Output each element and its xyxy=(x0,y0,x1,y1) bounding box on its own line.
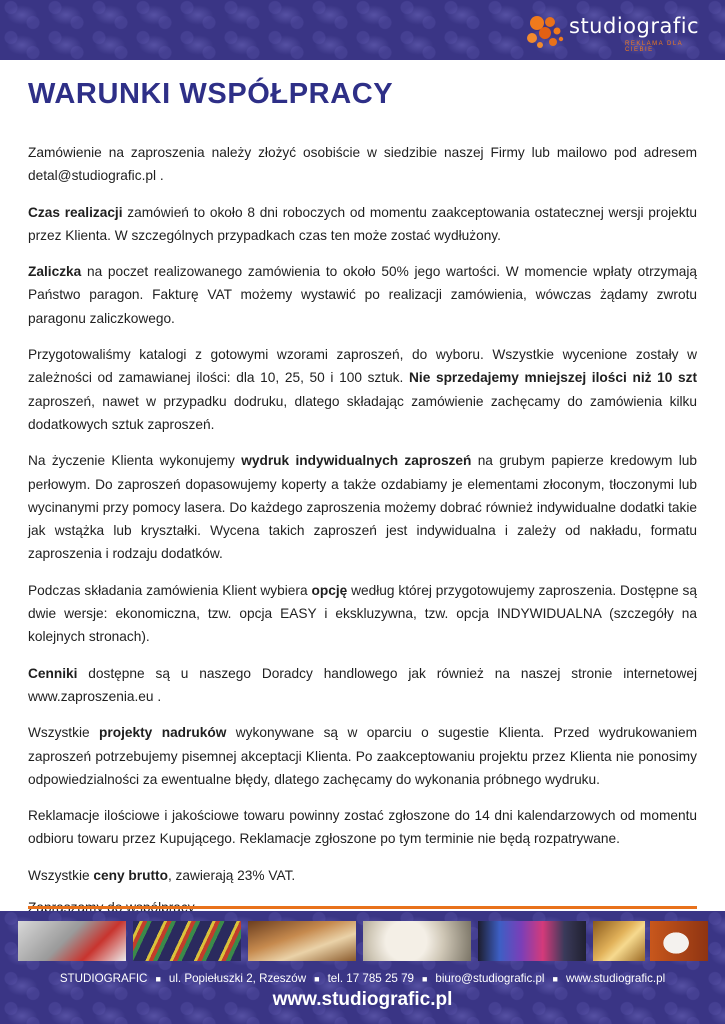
separator-icon: ■ xyxy=(421,974,428,984)
phone-text: tel. 17 785 25 79 xyxy=(327,972,414,985)
footer-divider xyxy=(28,906,697,909)
separator-icon: ■ xyxy=(155,974,161,984)
printed-sheets-photo xyxy=(18,921,126,961)
logo-wordmark: studiografic xyxy=(569,14,700,38)
address-text: ul. Popiełuszki 2, Rzeszów xyxy=(168,972,307,985)
email-link[interactable]: biuro@studiografic.pl xyxy=(435,972,545,985)
photo-strip xyxy=(18,921,708,961)
orange-dots-logo-icon xyxy=(523,13,567,51)
page-footer xyxy=(0,911,725,1024)
separator-icon: ■ xyxy=(552,974,558,984)
studiografic-logo[interactable] xyxy=(523,13,703,51)
gold-ribbon-photo xyxy=(593,921,645,961)
paragraph-prices-gross: Wszystkie ceny brutto, zawierają 23% VAT. xyxy=(28,867,296,883)
coffee-mug-photo xyxy=(650,921,708,961)
company-name: STUDIOGRAFIC xyxy=(59,972,148,985)
pens-pencils-photo xyxy=(133,921,241,961)
web-link[interactable]: www.studiografic.pl xyxy=(565,972,666,985)
document-body xyxy=(28,141,697,932)
page-title: WARUNKI WSPÓŁPRACY xyxy=(28,78,394,110)
website-link[interactable]: www.studiografic.pl xyxy=(272,989,453,1010)
paragraph-price-lists: Cenniki dostępne są u naszego Doradcy handlowego jak również na naszej stronie internetowej www.zaproszenia.eu . xyxy=(28,665,697,704)
paragraph-individual-print: Na życzenie Klienta wykonujemy wydruk indywidualnych zaproszeń na grubym papierze kredowym lub perłowym. Do zaproszeń dopasowujemy koperty a także ozdabiamy je elementami złoconym, tłoczonymi lub wycinanymi przy pomocy lasera. Do każdego zaproszenia możemy dobrać również indywidualne dodatki takie jak wstążka lub kryształki. Wycena takich zaproszeń jest indywidualna i zależy od nakładu, formatu zaproszenia i rodzaju dodatków. xyxy=(28,453,697,562)
paragraph-deposit: Zaliczka na poczet realizowanego zamówienia to około 50% jego wartości. W momencie wpłaty otrzymają Państwo paragon. Fakturę VAT możemy wystawić po realizacji zamówienia, wówczas żądamy zwrotu paragonu zaliczkowego. xyxy=(28,264,697,326)
separator-icon: ■ xyxy=(314,974,320,984)
paragraph-lead-time: Czas realizacji zamówień to około 8 dni roboczych od momentu zaakceptowania ostatecznej wersji projektu przez Klienta. W szczególnych przypadkach czas ten może zostać wydłużony. xyxy=(28,204,697,243)
paragraph-catalogs: Przygotowaliśmy katalogi z gotowymi wzorami zaproszeń, do wyboru. Wszystkie wycenione zostały w zależności od zamawianej ilości: dla 10, 25, 50 i 100 sztuk. Nie sprzedajemy mniejszej ilości niż 10 szt zaproszeń, nawet w przypadku dodruku, dlatego składając zamówienie zachęcamy do zamówienia kilku dodatkowych sztuk zaproszeń. xyxy=(28,347,698,432)
paper-samples-photo xyxy=(248,921,356,961)
paragraph-complaints: Reklamacje ilościowe i jakościowe towaru powinny zostać zgłoszone do 14 dni kalendarzowych od momentu odbioru towaru przez Kupującego. Reklamacje zgłoszone po tym terminie nie będą rozpatrywane. xyxy=(28,808,697,847)
logo-tagline: REKLAMA DLA CIEBIE xyxy=(625,41,683,53)
paragraph-print-designs: Wszystkie projekty nadruków wykonywane są w oparciu o sugestie Klienta. Przed wydrukowaniem zaproszeń potrzebujemy pisemnej akceptacji Klienta. Po zaakceptowaniu projektu przez Klienta nie ponosimy odpowiedzialności za ewentualne błędy, dlatego zachęcamy do wykonania próbnego wydruku. xyxy=(28,725,697,787)
color-markers-photo xyxy=(478,921,586,961)
paragraph-options: Podczas składania zamówienia Klient wybiera opcję według której przygotowujemy zaproszenia. Dostępne są dwie wersje: ekonomiczna, tzw. opcja EASY i ekskluzywna, tzw. opcja INDYWIDUALNA (szczegóły na kolejnych stronach). xyxy=(28,582,697,645)
paragraph-order-submission: Zamówienie na zaproszenia należy złożyć osobiście w siedzibie naszej Firmy lub mailowo pod adresem detal@studiografic.pl . xyxy=(28,145,697,184)
paint-sketch-photo xyxy=(363,921,471,961)
contact-bar xyxy=(0,972,725,985)
page-header xyxy=(0,0,725,60)
